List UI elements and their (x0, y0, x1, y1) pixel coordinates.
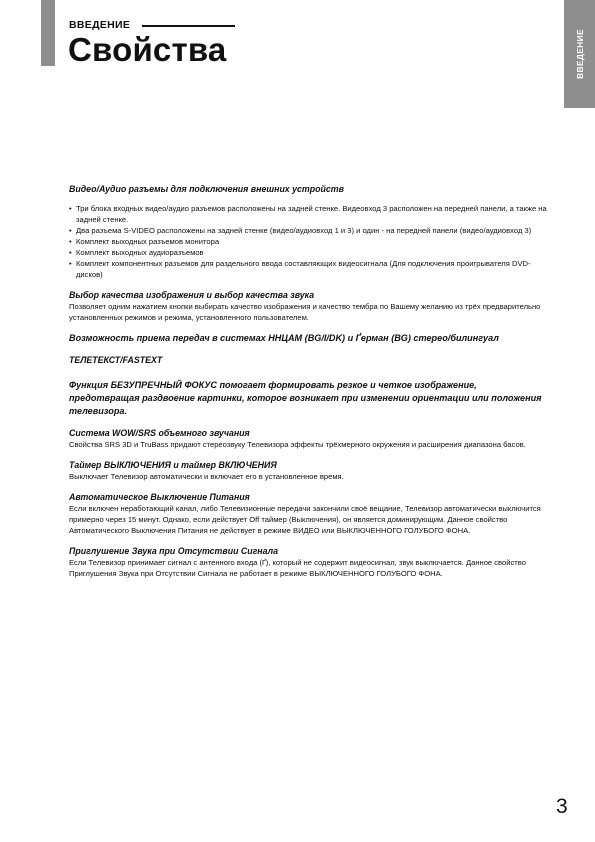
focus-heading: Функция БЕЗУПРЕЧНЫЙ ФОКУС помогает формировать резкое и четкое изображение, предотвращая раздвоение картинки, которое возникает при изменении ориентации или положения телевизора. (69, 380, 542, 416)
quality-text: Позволяет одним нажатием кнопки выбирать качество изображения и качество тембра по Вашему желанию из трёх предварительно установленных режимов и режима, установленного пользователем. (69, 302, 541, 322)
page-number: 3 (556, 795, 568, 818)
wow-text: Свойства SRS 3D и TruBass придают стереозвуку Телевизора эффекты трёхмерного окружения и расширения диапазона басов. (69, 440, 526, 449)
list-item: • Комплект выходных разъемов монитора (69, 236, 549, 247)
side-tab (564, 0, 595, 108)
content (69, 183, 549, 579)
left-gray-bar (41, 0, 55, 66)
timer-heading: Таймер ВЫКЛЮЧЕНИЯ и таймер ВКЛЮЧЕНИЯ (69, 460, 277, 470)
page-title: Свойства (68, 31, 227, 68)
av-list (69, 203, 549, 280)
nicam-heading: Возможность приема передач в системах HНЦAM (BG/I/DK) и Ґерман (BG) стерео/билингуал (69, 333, 499, 343)
autooff-heading: Автоматическое Выключение Питания (69, 492, 250, 502)
list-item: • Комплект выходных аудиоразъемов (69, 247, 549, 258)
av-heading: Видео/Аудио разъемы для подключения внешних устройств (69, 184, 344, 194)
section-rule (142, 25, 235, 27)
mute-text: Если Телевизор принимает сигнал с антенного входа (Ґ), который не содержит видеосигнал, звук выключается. Данное свойство Приглушения Звука при Отсутствии Сигнала не работает в режиме ВЫКЛЮЧЕННОГО ГОЛУБОГО ФОНА. (69, 558, 526, 578)
autooff-text: Если включен неработающий канал, либо Телевизионные передачи закончили своё вещание, Телевизор автоматически выключится примерно через 15 минут. Однако, если действует Off таймер (Выключения), он является доминирующим. Данное свойство Автоматического Выключения Питания не действует в режиме ВИДЕО или ВЫКЛЮЧЕННОГО ГОЛУБОГО ФОНА. (69, 504, 541, 535)
teletext-heading: ТЕЛЕТЕКСТ/FASTEXT (69, 355, 163, 365)
list-item: • Три блока входных видео/аудио разъемов расположены на задней стенке. Видеовход 3 расположен на передней панели, а также на задней стенке. (69, 203, 549, 225)
timer-text: Выключает Телевизор автоматически и включает его в установленное время. (69, 472, 344, 481)
mute-heading: Приглушение Звука при Отсутствии Сигнала (69, 546, 278, 556)
section-label: ВВЕДЕНИЕ (69, 19, 131, 31)
wow-heading: Система WOW/SRS объемного звучания (69, 428, 250, 438)
list-item: • Два разъема S-VIDEO расположены на задней стенке (видео/аудиовход 1 и 3) и один - на передней панели (видео/аудиовход 3) (69, 225, 549, 236)
side-tab-label: ВВЕДЕНИЕ (574, 29, 585, 79)
list-item: • Комплект компонентных разъемов для раздельного ввода составляющих видеосигнала (Для подключения проигрывателя DVD-дисков) (69, 258, 549, 280)
quality-heading: Выбор качества изображения и выбор качества звука (69, 290, 315, 300)
